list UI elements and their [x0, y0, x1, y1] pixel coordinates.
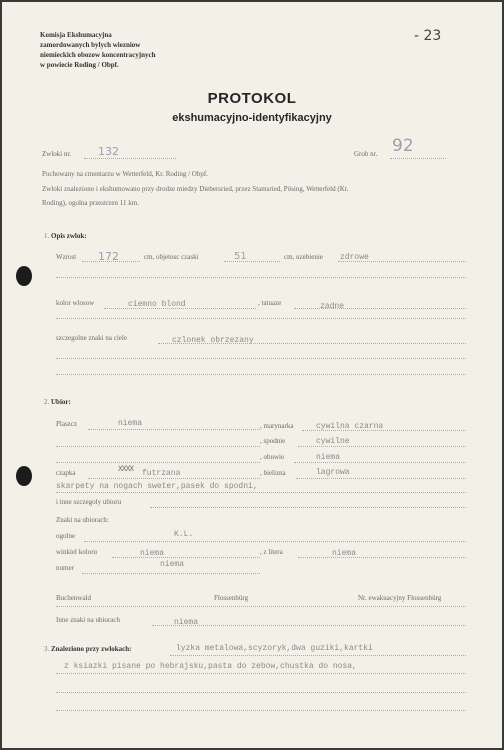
obuwie-label: , obuwie — [260, 453, 285, 461]
wzrost-value: 172 — [98, 250, 119, 263]
ogolne-label: ogolne — [56, 532, 76, 540]
tatuaze-value: zadne — [320, 302, 345, 311]
numer-value: niema — [160, 560, 185, 569]
header-line: Komisja Ekshumacyjna — [40, 31, 112, 39]
punch-hole-top — [16, 266, 32, 286]
header-line: niemieckich obozow koncentracyjnych — [40, 51, 156, 59]
wzrost-label: Wzrost — [56, 253, 77, 261]
znaki-value: czlonek obrzezany — [172, 336, 254, 345]
znaki-ubiorach-label: Znaki na ubiorach: — [56, 516, 109, 524]
zwloki-number: 132 — [98, 145, 119, 158]
czaska-value: 51 — [234, 251, 247, 262]
czapka-label: czapka — [56, 469, 76, 477]
camp-buchenwald: Buchenwald — [56, 594, 91, 602]
uzebienie-value: zdrowe — [340, 253, 369, 262]
page-mark: - 23 — [414, 28, 442, 44]
section-1-heading: 1. Opis zwlok: — [44, 232, 87, 240]
evac-number-label: Nr. ewakuacyjny Flossenbürg — [358, 594, 442, 602]
document-subtitle: ekshumacyjno-identyfikacyjny — [172, 112, 332, 124]
obuwie-value: niema — [316, 453, 341, 462]
spodnie-value: cywilne — [316, 437, 350, 446]
exhumation-text-cont: Roding), ogolna przestrzen 11 km. — [42, 199, 139, 207]
extra-clothing-value: skarpety na nogach sweter,pasek do spodni, — [56, 482, 258, 491]
bielizna-value: lagrowa — [316, 468, 350, 477]
marynarka-value: cywilna czarna — [316, 422, 384, 431]
zwloki-label: Zwloki nr. — [42, 150, 72, 158]
z-litera-value: niema — [332, 549, 357, 558]
commission-header — [40, 30, 156, 70]
header-line: w powiecie Roding / Obpf. — [40, 61, 119, 69]
kolor-value: ciemno blond — [128, 300, 186, 309]
found-items-line-2: z ksiazki pisane po hebrajsku,pasta do zebow,chustka do nosa, — [64, 662, 357, 671]
czapka-struck: XXXX — [118, 465, 134, 474]
uzebienie-label: cm, uzebienie — [284, 253, 323, 261]
ogolne-value: K.L. — [174, 530, 194, 539]
grob-label: Grob nr. — [354, 150, 378, 158]
spodnie-label: , spodnie — [260, 437, 286, 445]
document-title: PROTOKOL — [207, 90, 297, 107]
bielizna-label: , bielizna — [260, 469, 286, 477]
protocol-document — [2, 2, 502, 748]
plaszcz-value: niema — [118, 419, 143, 428]
numer-label: numer — [56, 564, 74, 572]
camp-flossenburg: Flossenbürg — [214, 594, 249, 602]
inne-znaki-label: Inne znaki na ubiorach — [56, 616, 120, 624]
czapka-value: futrzana — [142, 469, 181, 478]
plaszcz-label: Plaszcz — [56, 420, 77, 428]
section-3-heading: 3. Znaleziono przy zwlokach: — [44, 645, 132, 653]
tatuaze-label: , tatuaze — [258, 299, 282, 307]
znaki-label: szczegolne znaki na ciele — [56, 334, 127, 342]
header-line: zamordowanych bylych wiezniow — [40, 41, 141, 49]
burial-place-text: Pochowany na cmentarzu w Wetterfeld, Kr. Roding / Obpf. — [42, 170, 208, 178]
winkiel-value: niema — [140, 549, 165, 558]
exhumation-text: Zwloki znaleziono i ekshumowano przy drodze miedzy Diebersried, przez Stamsried, Pösing, Wetterfeld (Kr. — [42, 185, 349, 193]
grob-number: 92 — [392, 136, 414, 156]
inne-znaki-value: niema — [174, 618, 199, 627]
marynarka-label: , marynarka — [260, 422, 294, 430]
section-2-heading: 2. Ubior: — [44, 398, 71, 406]
z-litera-label: , z litera — [260, 548, 283, 556]
winkiel-label: winkiel koloru — [56, 548, 98, 556]
inne-szczegoly-label: i inne szczegoly ubioru — [56, 498, 122, 506]
kolor-label: kolor wlosow — [56, 299, 95, 307]
found-items-line-1: lyzka metalowa,scyzoryk,dwa guziki,kartki — [176, 644, 373, 653]
punch-hole-bottom — [16, 466, 32, 486]
czaska-label: cm, objetosc czaski — [144, 253, 199, 261]
